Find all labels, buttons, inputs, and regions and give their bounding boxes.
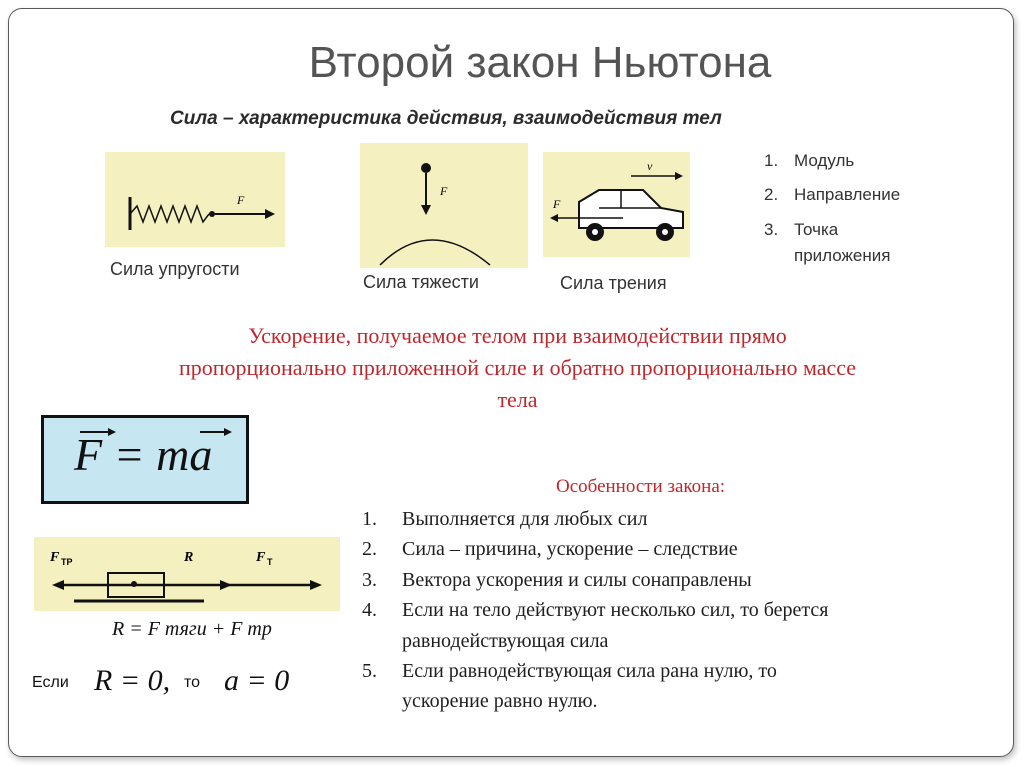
gravity-vector-label: F xyxy=(440,184,448,198)
list-item-continuation: равнодействующая сила xyxy=(402,629,609,652)
list-item: 5. Если равнодействующая сила рана нулю, то xyxy=(362,659,777,682)
velocity-vector-label: v xyxy=(647,159,653,173)
thrust-label: F xyxy=(256,550,266,565)
then-word: то xyxy=(184,674,201,691)
slide-title: Второй закон Ньютона xyxy=(308,38,772,87)
resultant-diagram xyxy=(34,537,340,611)
newton-formula: F = ma xyxy=(74,429,213,480)
formula-box xyxy=(41,415,249,504)
spring-diagram xyxy=(105,152,285,247)
friction-label-subscript: ТР xyxy=(61,557,73,567)
features-list xyxy=(362,504,828,717)
friction-vector-label: F xyxy=(553,197,561,211)
resultant-force-panel xyxy=(34,537,340,611)
condition-left: R = 0, xyxy=(94,664,171,697)
elastic-caption: Сила упругости xyxy=(110,259,240,279)
list-item: 2. Направление xyxy=(764,185,901,205)
list-item: 4. Если на тело действуют несколько сил, то берется xyxy=(362,599,829,622)
thrust-label-subscript: Т xyxy=(267,557,273,567)
condition-right: a = 0 xyxy=(224,664,290,697)
friction-label: F xyxy=(50,550,60,565)
list-item-continuation: ускорение равно нулю. xyxy=(402,690,598,713)
list-item: приложения xyxy=(794,246,891,266)
friction-caption: Сила трения xyxy=(560,273,667,293)
resultant-label: R xyxy=(184,550,194,565)
force-properties-list xyxy=(764,148,900,269)
list-item: 1. Модуль xyxy=(764,151,855,170)
slide-subtitle: Сила – характеристика действия, взаимодействия тел xyxy=(170,108,722,129)
elastic-vector-label: F xyxy=(237,193,245,207)
list-item: 1. Выполняется для любых сил xyxy=(362,508,648,530)
list-item: 3. Точка xyxy=(764,219,839,239)
friction-force-panel xyxy=(543,152,690,257)
if-word: Если xyxy=(32,674,69,691)
resultant-equation: R = F тяги + F тр xyxy=(112,618,272,640)
law-statement: Ускорение, получаемое телом при взаимодействии прямо пропорционально приложенной силе и обратно пропорционально массе тела xyxy=(178,323,857,412)
car-diagram xyxy=(543,152,690,257)
elastic-force-panel xyxy=(105,152,285,247)
list-item: 2. Сила – причина, ускорение – следствие xyxy=(362,538,738,561)
features-title: Особенности закона: xyxy=(556,476,726,497)
list-item: 3. Вектора ускорения и силы сонаправлены xyxy=(362,568,752,591)
gravity-caption: Сила тяжести xyxy=(363,272,479,292)
gravity-force-panel xyxy=(360,143,528,268)
gravity-diagram xyxy=(360,143,528,268)
